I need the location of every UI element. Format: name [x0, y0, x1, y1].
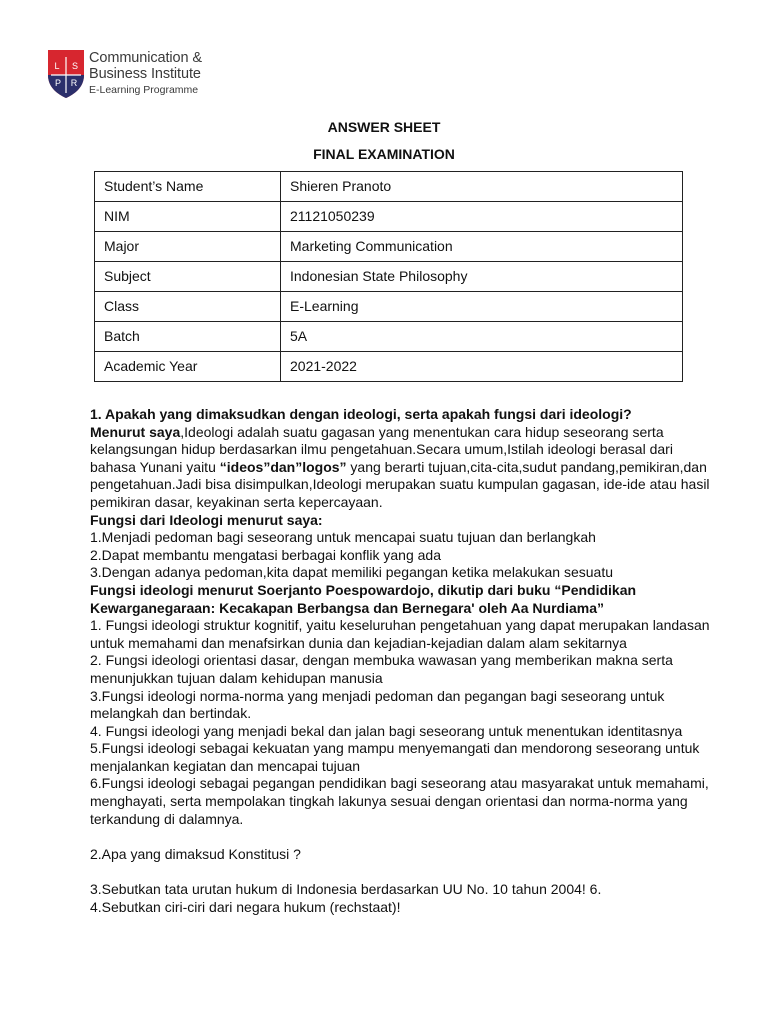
table-row [95, 292, 683, 322]
list-item: 3.Fungsi ideologi norma-norma yang menjadi pedoman dan pegangan bagi seseorang untuk melangkah dan bertindak. [90, 687, 665, 722]
list-item: 4. Fungsi ideologi yang menjadi bekal dan jalan bagi seseorang untuk menentukan identitasnya [90, 722, 683, 739]
menurut-text-b: yang berarti tujuan,cita-cita,sudut pandang,pemikiran,dan pengetahuan.Jadi bisa disimpulkan,Ideologi merupakan suatu kumpulan gagasan, ide-ide atau hasil pemikiran dasar, keyakinan serta kepercayaan. [90, 458, 710, 510]
institute-name [89, 50, 202, 97]
info-value: 2021-2022 [281, 352, 683, 382]
table-row [95, 352, 683, 382]
table-row [95, 232, 683, 262]
spacer [90, 828, 710, 846]
question-3: 3.Sebutkan tata urutan hukum di Indonesia berdasarkan UU No. 10 tahun 2004! 6. [90, 881, 602, 898]
list-item: 1.Menjadi pedoman bagi seseorang untuk mencapai suatu tujuan dan berlangkah [90, 529, 596, 546]
lspr-shield-icon [47, 49, 85, 99]
list-item: 1. Fungsi ideologi struktur kognitif, yaitu keseluruhan pengetahuan yang dapat merupakan landasan untuk memahami dan menafsirkan dunia dan kejadian-kejadian dalam alam sekitarnya [90, 617, 710, 651]
question-2: 2.Apa yang dimaksud Konstitusi ? [90, 845, 301, 862]
table-row [95, 172, 683, 202]
table-row [95, 262, 683, 292]
student-info-table [94, 171, 683, 382]
logo-letter-p: P [54, 78, 62, 88]
soerjanto-heading: Fungsi ideologi menurut Soerjanto Poespowardojo, dikutip dari buku “Pendidikan Kewarganegaraan: Kecakapan Berbangsa dan Bernegara' oleh Aa Nurdiama” [90, 581, 637, 616]
info-label: NIM [95, 202, 281, 232]
title-final-examination: FINAL EXAMINATION [313, 146, 455, 162]
fungsi-heading: Fungsi dari Ideologi menurut saya: [90, 511, 323, 528]
info-label: Major [95, 232, 281, 262]
info-value: Shieren Pranoto [281, 172, 683, 202]
answer-content [90, 406, 710, 916]
table-row [95, 322, 683, 352]
info-value: Marketing Communication [281, 232, 683, 262]
info-value: E-Learning [281, 292, 683, 322]
menurut-text-a: ,Ideologi adalah suatu gagasan yang menentukan cara hidup seseorang serta kelangsungan hidup berdasarkan ilmu pengetahuan.Secara umum,Istilah ideologi berasal dari bahasa Yunani yaitu [90, 423, 673, 475]
info-label: Academic Year [95, 352, 281, 382]
info-label: Subject [95, 262, 281, 292]
institute-line3: E-Learning Programme [89, 84, 199, 96]
info-label: Class [95, 292, 281, 322]
institute-line1: Communication & [89, 50, 202, 66]
list-item: 5.Fungsi ideologi sebagai kekuatan yang mampu menyemangati dan mendorong seseorang untuk menjalankan kegiatan dan mencapai tujuan [90, 740, 700, 774]
answer-menurut-saya [90, 424, 710, 512]
info-value: Indonesian State Philosophy [281, 262, 683, 292]
menurut-label: Menurut saya [90, 423, 181, 440]
table-row [95, 202, 683, 232]
list-item: 2. Fungsi ideologi orientasi dasar, dengan membuka wawasan yang memberikan makna serta menunjukkan tujuan dalam kehidupan manusia [90, 652, 673, 686]
logo-letter-l: L [54, 61, 60, 71]
list-item: 3.Dengan adanya pedoman,kita dapat memiliki pegangan ketika melakukan sesuatu [90, 564, 614, 581]
list-item: 6.Fungsi ideologi sebagai pegangan pendidikan bagi seseorang atau masyarakat untuk memahami, menghayati, serta mempolakan tingkah lakunya sesuai dengan orientasi dan norma-norma yang terkandung di dalamnya. [90, 775, 709, 827]
spacer [90, 863, 710, 881]
menurut-bold-terms: “ideos”dan”logos” [219, 458, 347, 475]
logo-letter-r: R [70, 78, 78, 88]
info-value: 5A [281, 322, 683, 352]
list-item: 2.Dapat membantu mengatasi berbagai konflik yang ada [90, 546, 441, 563]
info-label: Student’s Name [95, 172, 281, 202]
info-label: Batch [95, 322, 281, 352]
question-1: 1. Apakah yang dimaksudkan dengan ideologi, serta apakah fungsi dari ideologi? [90, 406, 632, 422]
logo-letter-s: S [71, 61, 79, 71]
title-answer-sheet: ANSWER SHEET [327, 119, 441, 135]
question-4: 4.Sebutkan ciri-ciri dari negara hukum (rechstaat)! [90, 898, 401, 915]
info-value: 21121050239 [281, 202, 683, 232]
institute-logo [47, 46, 217, 106]
institute-line2: Business Institute [89, 66, 201, 82]
